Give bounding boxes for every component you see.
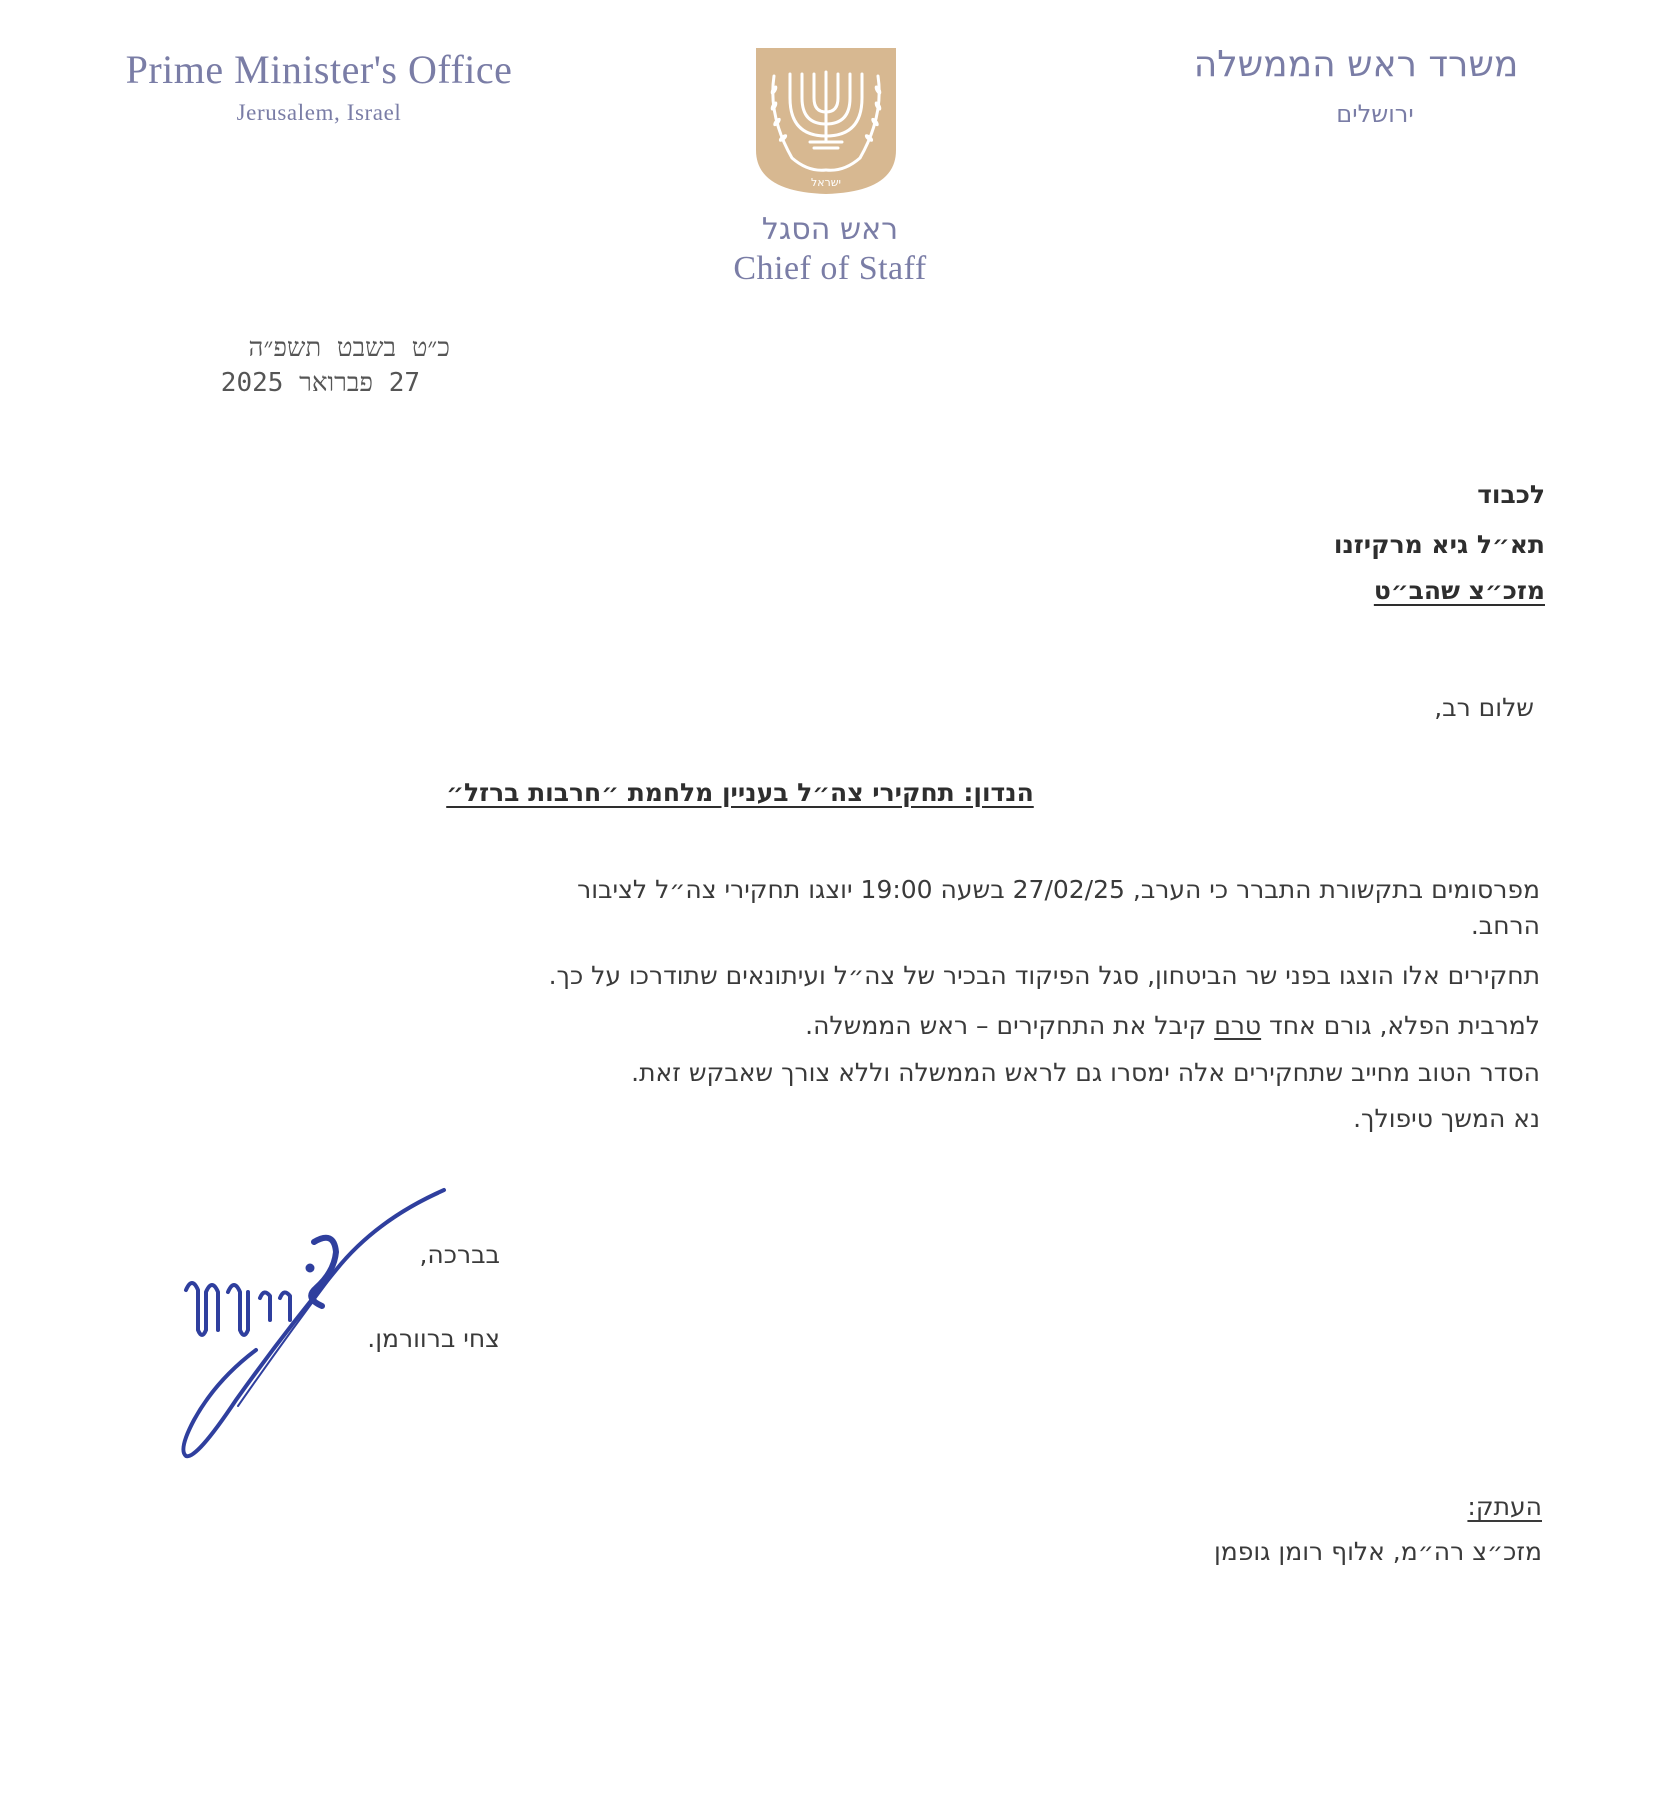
emblem-text: ישראל [810, 176, 842, 189]
letterhead-he-subtitle: ירושלים [1336, 100, 1414, 128]
recipient-salutation: לכבוד [1477, 480, 1545, 509]
body-paragraph-3-emphasis: טרם [1214, 1011, 1262, 1040]
letterhead-he-title: משרד ראש הממשלה [1193, 44, 1519, 85]
cc-item: מזכ״צ רה״מ, אלוף רומן גופמן [1213, 1537, 1542, 1566]
body-paragraph-4: הסדר הטוב מחייב שתחקירים אלה ימסרו גם לראש הממשלה וללא צורך שאבקש זאת. [631, 1058, 1540, 1087]
body-paragraph-1-line-2: הרחב. [1470, 911, 1540, 940]
body-paragraph-2: תחקירים אלו הוצגו בפני שר הביטחון, סגל הפיקוד הבכיר של צה״ל ועיתונאים שתודרכו על כך. [548, 961, 1540, 990]
cc-label: העתק: [1467, 1492, 1542, 1521]
unit-he: ראש הסגל [761, 212, 899, 247]
state-emblem-icon [752, 46, 900, 196]
date-gregorian: 27 פברואר 2025 [220, 368, 420, 398]
body-paragraph-3-end: קיבל את התחקירים – ראש הממשלה. [805, 1011, 1215, 1040]
unit-en: Chief of Staff [733, 250, 927, 287]
letterhead-en-subtitle: Jerusalem, Israel [236, 100, 402, 125]
closing-signer: צחי ברוורמן. [367, 1324, 500, 1353]
recipient-title: מזכ״צ שהב״ט [1373, 576, 1545, 605]
body-paragraph-5: נא המשך טיפולך. [1353, 1104, 1540, 1133]
body-paragraph-3 [160, 1008, 1540, 1044]
greeting: שלום רב, [1434, 693, 1534, 722]
signature-text: צחי ברוורמן [291, 1372, 341, 1383]
body-paragraph-3-start: למרבית הפלא, גורם אחד [1261, 1011, 1540, 1040]
subject-line: הנדון: תחקירי צה״ל בעניין מלחמת ״חרבות ברזל״ [446, 778, 1034, 807]
closing-regards: בברכה, [419, 1240, 500, 1269]
date-hebrew: כ״ט בשבט תשפ״ה [248, 333, 450, 363]
handwritten-signature [176, 1180, 456, 1470]
body-paragraph-1-line-1: מפרסומים בתקשורת התברר כי הערב, 27/02/25 בשעה 19:00 יוצגו תחקירי צה״ל לציבור [577, 875, 1540, 904]
letterhead-en-title: Prime Minister's Office [125, 47, 513, 92]
recipient-name: תא״ל גיא מרקיזנו [1333, 530, 1545, 559]
